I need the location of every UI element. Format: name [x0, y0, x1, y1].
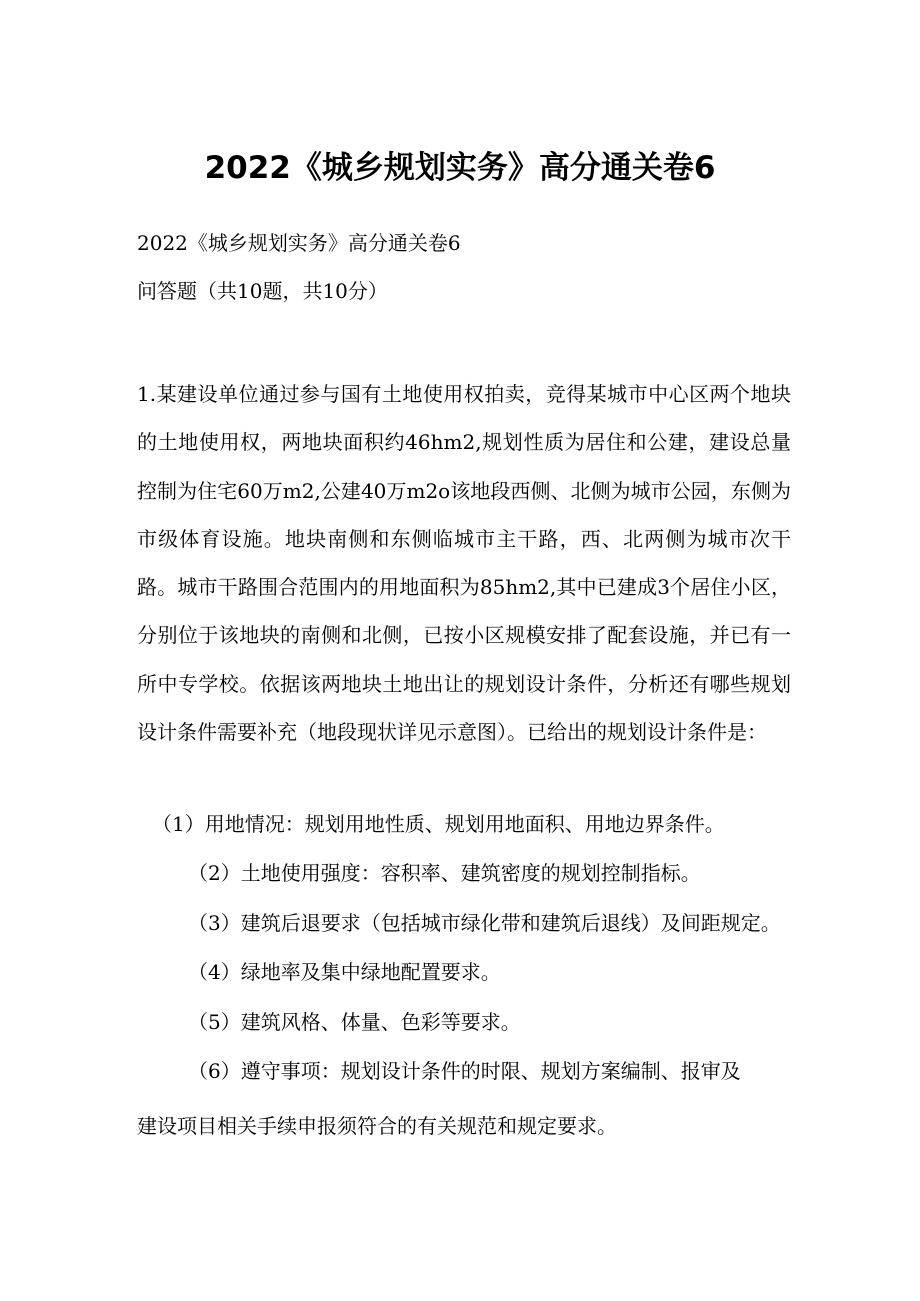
condition-5: （5）建筑风格、体量、色彩等要求。	[188, 1010, 521, 1034]
condition-3: （3）建筑后退要求（包括城市绿化带和建筑后退线）及间距规定。	[188, 911, 781, 935]
document-subtitle: 2022《城乡规划实务》高分通关卷6	[137, 231, 461, 255]
condition-6: （6）遵守事项：规划设计条件的时限、规划方案编制、报审及	[188, 1059, 741, 1083]
condition-2: （2）土地使用强度：容积率、建筑密度的规划控制指标。	[188, 861, 701, 885]
condition-4: （4）绿地率及集中绿地配置要求。	[188, 960, 501, 984]
document-title: 2022《城乡规划实务》高分通关卷6	[204, 150, 716, 186]
condition-6-continuation: 建设项目相关手续申报须符合的有关规范和规定要求。	[137, 1114, 617, 1138]
question-1-text: 1.某建设单位通过参与国有土地使用权拍卖，竞得某城市中心区两个地块的土地使用权，两地块面积约46hm2,规划性质为居住和公建，建设总量控制为住宅60万m2,公建40万m2o该地段西侧、北侧为城市公园，东侧为市级体育设施。地块南侧和东侧临城市主干路，西、北两侧为城市次干路。城市干路围合范围内的用地面积为85hm2,其中已建成3个居住小区，分别位于该地块的南侧和北侧，已按小区规模安排了配套设施，并已有一所中专学校。依据该两地块土地出让的规划设计条件，分析还有哪些规划设计条件需要补充（地段现状详见示意图）。已给出的规划设计条件是：	[137, 382, 791, 745]
condition-1: （1）用地情况：规划用地性质、规划用地面积、用地边界条件。	[152, 812, 725, 836]
section-heading: 问答题（共10题，共10分）	[137, 279, 388, 303]
